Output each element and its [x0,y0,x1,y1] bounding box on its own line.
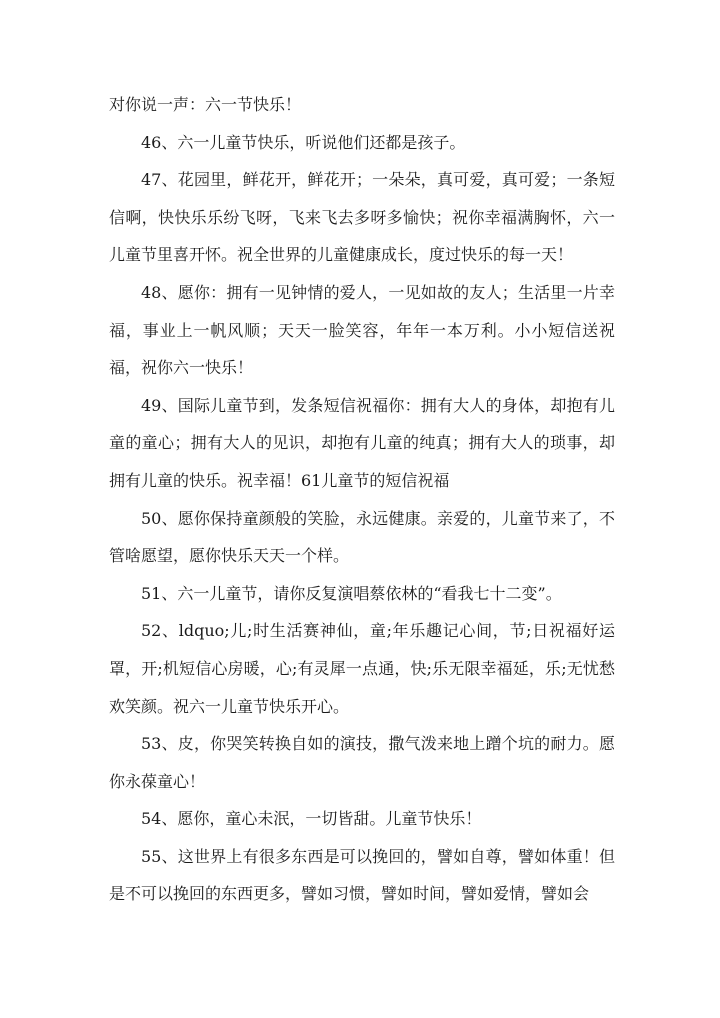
paragraph-53: 53、皮，你哭笑转换自如的演技，撒气泼来地上蹭个坑的耐力。愿你永葆童心！ [109,734,615,791]
paragraph-47: 47、花园里，鲜花开，鲜花开；一朵朵，真可爱，真可爱；一条短信啊，快快乐乐纷飞呀，飞来飞去多呀多愉快；祝你幸福满胸怀，六一儿童节里喜开怀。祝全世界的儿童健康成长，度过快乐的每一天！ [109,170,615,265]
paragraph-54: 54、愿你，童心未泯，一切皆甜。儿童节快乐！ [141,809,482,829]
paragraph-48: 48、愿你：拥有一见钟情的爱人，一见如故的友人；生活里一片幸福，事业上一帆风顺；天天一脸笑容，年年一本万利。小小短信送祝福，祝你六一快乐！ [109,282,615,378]
paragraph-49: 49、国际儿童节到，发条短信祝福你：拥有大人的身体，却抱有儿童的童心；拥有大人的见识，却抱有儿童的纯真；拥有大人的琐事，却拥有儿童的快乐。祝幸福！61儿童节的短信祝福 [109,395,615,490]
paragraph-continuation: 对你说一声：六一节快乐！ [109,95,302,114]
document-body [109,86,615,913]
paragraph-52: 52、ldquo;儿;时生活赛神仙，童;年乐趣记心间，节;日祝福好运罩，开;机短信心房暖，心;有灵犀一点通，快;乐无限幸福延，乐;无忧愁欢笑颜。祝六一儿童节快乐开心。 [109,621,615,716]
paragraph-46: 46、六一儿童节快乐，听说他们还都是孩子。 [141,132,466,152]
paragraph-55: 55、这世界上有很多东西是可以挽回的，譬如自尊，譬如体重！但是不可以挽回的东西更多，譬如习惯，譬如时间，譬如爱情，譬如会 [109,846,615,904]
paragraph-51: 51、六一儿童节，请你反复演唱蔡依林的“看我七十二变”。 [141,583,562,603]
paragraph-50: 50、愿你保持童颜般的笑脸，永远健康。亲爱的，儿童节来了，不管啥愿望，愿你快乐天天一个样。 [109,508,615,566]
